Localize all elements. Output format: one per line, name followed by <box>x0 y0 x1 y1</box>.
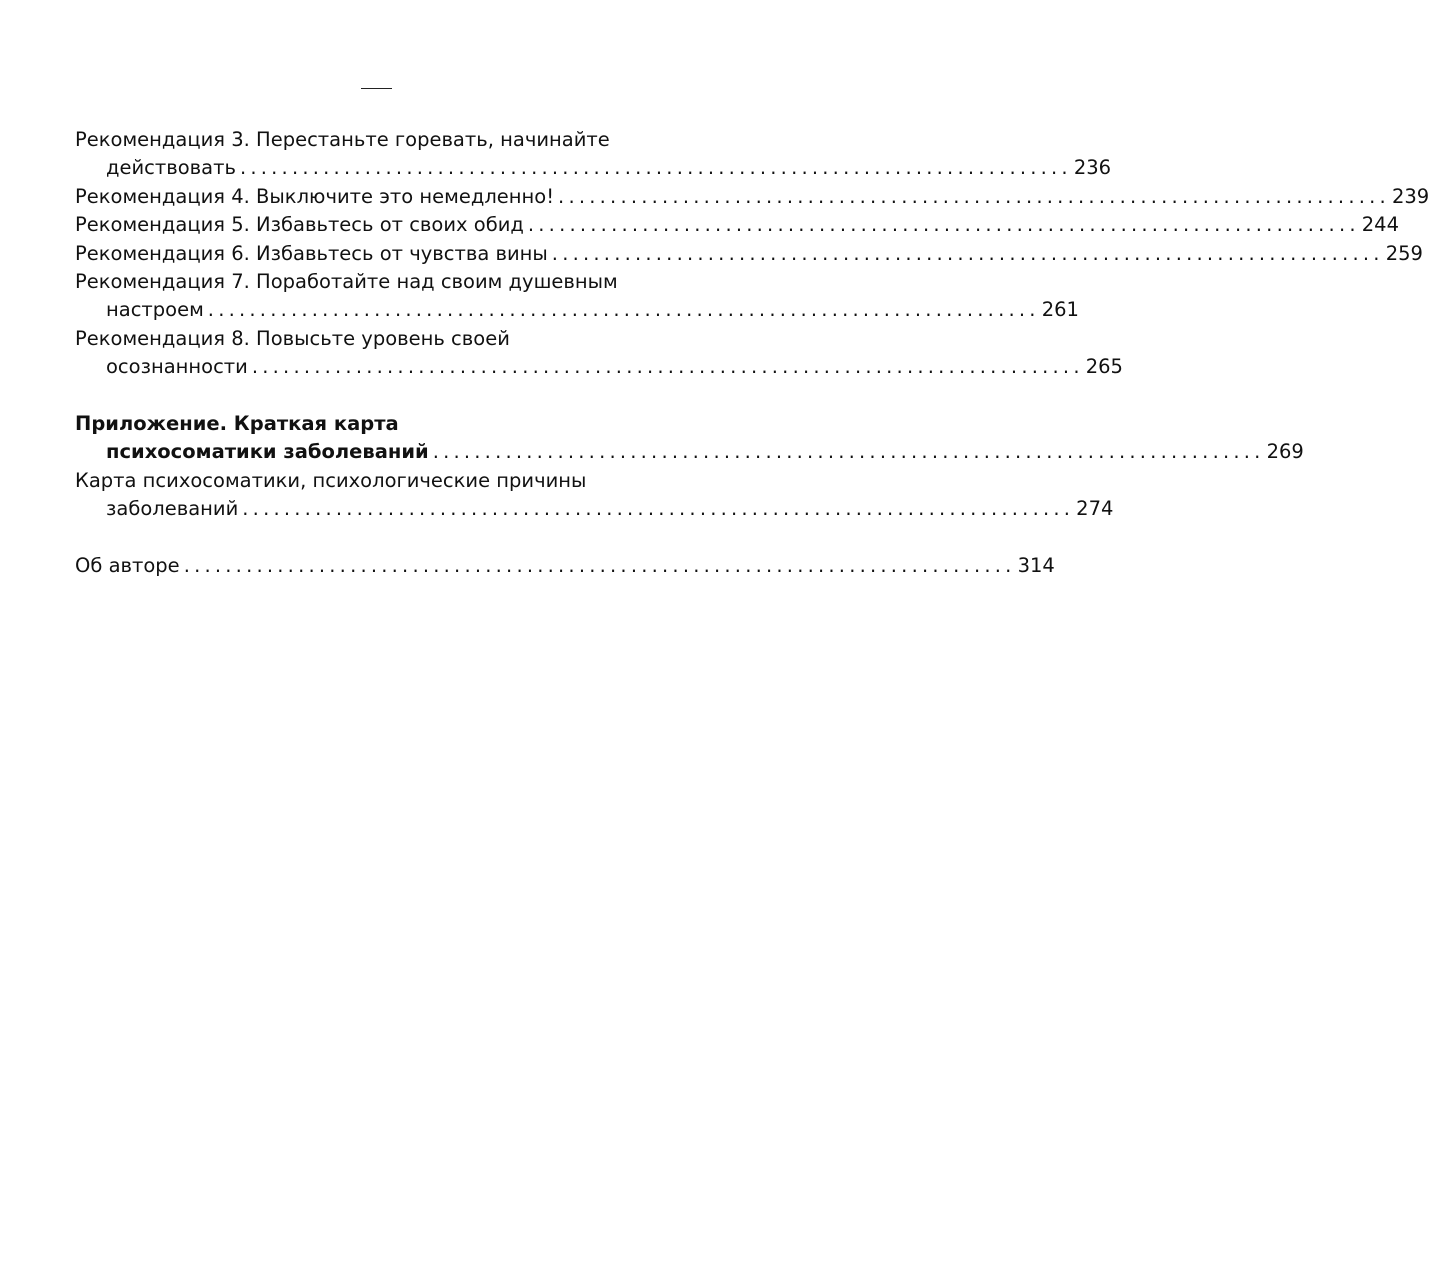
toc-entry-psychosomatics-map[interactable] <box>75 467 1114 524</box>
dot-leader: ................................................................................ <box>551 241 1384 265</box>
toc-entry-title-line: Рекомендация 3. Перестаньте горевать, начинайте <box>75 128 610 151</box>
toc-entry-title-line: настроем <box>106 298 204 322</box>
toc-entry-title-line: Рекомендация 5. Избавьтесь от своих обид <box>75 213 524 237</box>
dot-leader: ................................................................................ <box>207 298 1040 322</box>
toc-entry-recommendation-3[interactable] <box>75 126 1112 183</box>
toc-entry-recommendation-4[interactable] <box>75 183 1429 211</box>
toc-entry-title-line: Рекомендация 6. Избавьтесь от чувства вины <box>75 241 548 265</box>
toc-entry-title-line: действовать <box>106 156 236 180</box>
dot-leader: ................................................................................ <box>251 355 1084 379</box>
section-spacer <box>75 524 676 552</box>
toc-page-number: 261 <box>1041 298 1079 322</box>
header-rule <box>361 88 392 89</box>
toc-entry-title-line: Рекомендация 7. Поработайте над своим душевным <box>75 270 618 294</box>
toc-entry-appendix[interactable] <box>75 410 1304 467</box>
dot-leader: ................................................................................ <box>432 440 1265 464</box>
toc-entry-recommendation-8[interactable] <box>75 325 1123 382</box>
toc-page-number: 269 <box>1266 440 1304 464</box>
toc-page-number: 259 <box>1385 241 1423 265</box>
toc-entry-recommendation-7[interactable] <box>75 268 1079 325</box>
dot-leader: ................................................................................ <box>183 554 1016 578</box>
toc-entry-title-line: Об авторе <box>75 554 180 578</box>
toc-entry-recommendation-5[interactable] <box>75 211 1399 239</box>
toc-page-number: 239 <box>1391 184 1429 208</box>
toc-entry-title-line: психосоматики заболеваний <box>106 440 429 464</box>
dot-leader: ................................................................................ <box>558 184 1390 208</box>
toc-entry-title-line: Карта психосоматики, психологические причины <box>75 468 587 492</box>
toc-page-number: 265 <box>1085 355 1123 379</box>
dot-leader: ................................................................................ <box>527 213 1360 237</box>
toc-entry-title-line: Рекомендация 8. Повысьте уровень своей <box>75 326 510 350</box>
toc-entry-recommendation-6[interactable] <box>75 240 1423 268</box>
table-of-contents <box>75 126 1429 580</box>
toc-entry-title-line: заболеваний <box>106 497 239 521</box>
dot-leader: ................................................................................ <box>239 156 1072 180</box>
toc-entry-title-line: Приложение. Краткая карта <box>75 412 399 436</box>
toc-page-number: 236 <box>1073 156 1112 180</box>
section-spacer <box>75 382 676 410</box>
toc-entry-about-author[interactable] <box>75 552 1055 580</box>
toc-page-number: 314 <box>1017 554 1055 578</box>
toc-page-number: 244 <box>1361 213 1399 237</box>
dot-leader: ................................................................................ <box>242 497 1075 521</box>
toc-entry-title-line: осознанности <box>106 355 248 379</box>
toc-entry-title-line: Рекомендация 4. Выключите это немедленно! <box>75 184 555 208</box>
toc-page-number: 274 <box>1076 497 1114 521</box>
